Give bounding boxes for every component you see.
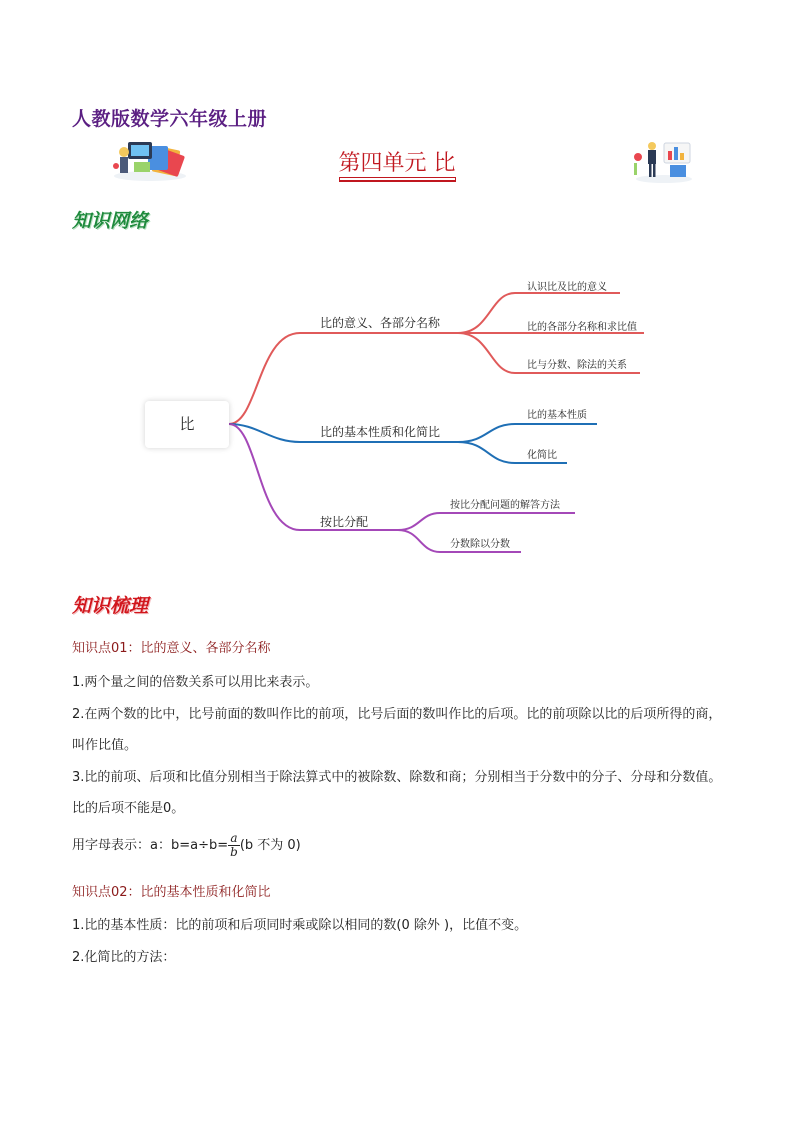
mindmap-leaf: 按比分配问题的解答方法	[450, 500, 560, 511]
section-title-knowledge-review: 知识梳理	[72, 595, 149, 617]
fraction-numerator: a	[228, 832, 240, 846]
mindmap-leaf: 分数除以分数	[450, 539, 510, 550]
mindmap-branch-distribution: 按比分配	[320, 515, 369, 529]
mindmap-root-node: 比	[145, 401, 229, 448]
mindmap-leaf: 比的基本性质	[527, 410, 587, 421]
fraction-denominator: b	[230, 845, 238, 859]
mindmap-leaf: 化简比	[527, 450, 557, 461]
kp1-paragraph-1: 1.两个量之间的倍数关系可以用比来表示。	[72, 675, 319, 690]
mindmap-branch-property: 比的基本性质和化简比	[320, 425, 441, 439]
formula-prefix: 用字母表示：a：b=a÷b=	[72, 838, 229, 853]
mindmap-leaf: 认识比及比的意义	[527, 282, 607, 293]
knowledge-point-02-title: 知识点02：比的基本性质和化简比	[72, 885, 271, 900]
unit-title: 第四单元 比	[338, 151, 456, 176]
mindmap-branch-meaning: 比的意义、各部分名称	[320, 316, 441, 330]
fraction	[228, 832, 240, 859]
mindmap-leaf: 比与分数、除法的关系	[527, 360, 627, 371]
kp1-paragraph-3: 3.比的前项、后项和比值分别相当于除法算式中的被除数、除数和商；分别相当于分数中的分子、分母和分数值。比的后项不能是0。	[72, 770, 722, 816]
kp1-formula	[72, 829, 722, 863]
knowledge-point-01-title: 知识点01：比的意义、各部分名称	[72, 641, 271, 656]
kp2-paragraph-1: 1.比的基本性质：比的前项和后项同时乘或除以相同的数(0 除外 )，比值不变。	[72, 918, 528, 933]
grade-title: 人教版数学六年级上册	[72, 108, 268, 130]
kp2-paragraph-2: 2.化简比的方法：	[72, 950, 176, 965]
kp1-paragraph-2: 2.在两个数的比中，比号前面的数叫作比的前项，比号后面的数叫作比的后项。比的前项除以比的后项所得的商，叫作比值。	[72, 707, 722, 753]
section-title-knowledge-network: 知识网络	[72, 210, 149, 232]
mindmap-leaf: 比的各部分名称和求比值	[527, 322, 637, 333]
formula-suffix: (b 不为 0)	[239, 838, 301, 853]
